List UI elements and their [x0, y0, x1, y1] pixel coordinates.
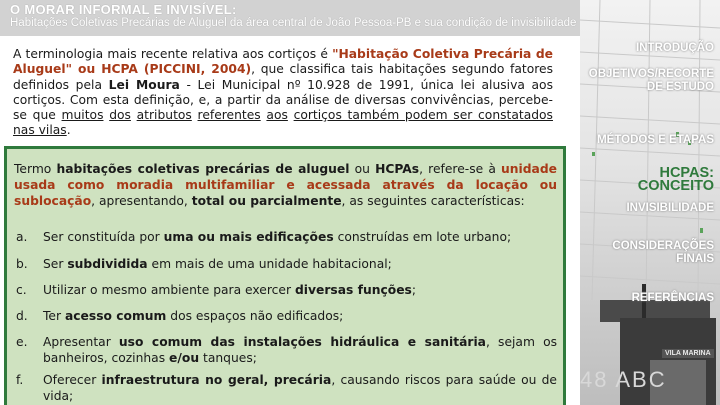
- list-item: [16, 334, 557, 366]
- page-subtitle: Habitações Coletivas Precárias de Aluguel da área central de João Pessoa-PB e sua condição de invisibilidade: [10, 17, 577, 29]
- hcpa-term: "Habitação Coletiva Precária de Aluguel" ou HCPA (PICCINI, 2004): [13, 47, 553, 77]
- nav-introducao[interactable]: INTRODUÇÃO: [636, 42, 714, 54]
- item-bold: acesso comum: [64, 309, 167, 323]
- def-text: , apresentando,: [91, 194, 192, 208]
- list-letter: a.: [16, 230, 28, 244]
- intro-underlined: muitos: [61, 108, 104, 123]
- def-bold: habitações coletivas precárias de aluguel: [56, 162, 350, 176]
- page-title: O MORAR INFORMAL E INVISÍVEL:: [10, 2, 237, 17]
- item-text: ;: [411, 283, 417, 297]
- list-letter: d.: [16, 309, 28, 323]
- intro-text: A terminologia mais recente relativa aos cortiços é: [13, 47, 333, 61]
- item-text: tanques;: [199, 351, 257, 365]
- nav-consideracoes[interactable]: CONSIDERAÇÕES FINAIS: [612, 240, 714, 265]
- wall-number: 48 ABC: [580, 367, 667, 392]
- street-sign: VILA MARINA: [662, 349, 714, 358]
- def-text: , as seguintes características:: [341, 194, 525, 208]
- list-letter: b.: [16, 257, 28, 271]
- item-text: Ter: [43, 309, 65, 323]
- item-bold: diversas funções: [294, 283, 412, 297]
- item-text: Apresentar: [43, 335, 119, 349]
- intro-underlined: atributos: [136, 108, 192, 123]
- item-bold: e/ou: [169, 351, 200, 365]
- list-item: [16, 282, 416, 298]
- definition-box: [4, 146, 566, 405]
- intro-text: .: [66, 123, 71, 138]
- nav-objetivos[interactable]: [589, 68, 714, 94]
- item-text: Ser constituída por: [43, 230, 164, 244]
- item-text: , sejam os banheiros, cozinhas: [43, 335, 558, 365]
- def-text: , refere-se à: [419, 162, 502, 176]
- intro-text: , que classifica tais habitações segundo fatores definidos pela: [13, 62, 553, 92]
- def-text: Termo: [14, 162, 57, 176]
- item-text: , causando riscos para saúde ou de vida;: [43, 373, 557, 403]
- intro-text: - Lei Municipal nº 10.928 de 1991, única lei alusiva aos cortiços. Com esta definição, e, a partir da análise de diversas convivências, percebe-se que: [13, 77, 553, 123]
- item-text: em mais de uma unidade habitacional;: [147, 257, 392, 271]
- intro-underlined: referentes: [197, 108, 261, 123]
- item-text: dos espaços não edificados;: [166, 309, 344, 323]
- definition-paragraph: [14, 161, 557, 209]
- item-bold: infraestrutura no geral, precária: [101, 373, 332, 387]
- nav-objetivos-line2: DE ESTUDO: [646, 81, 714, 93]
- item-bold: subdividida: [67, 257, 148, 271]
- item-text: Utilizar o mesmo ambiente para exercer: [43, 283, 295, 297]
- def-bold: HCPAs: [375, 162, 420, 176]
- list-item: [16, 308, 343, 324]
- nav-invisibilidade[interactable]: INVISIBILIDADE: [626, 202, 714, 214]
- item-bold: uma ou mais edificações: [163, 230, 334, 244]
- item-text: Ser: [43, 257, 68, 271]
- nav-hcpas-conceito[interactable]: HCPAS: CONCEITO: [637, 165, 714, 194]
- nav-referencias[interactable]: REFERÊNCIAS: [631, 292, 714, 304]
- list-letter: e.: [16, 335, 28, 349]
- list-letter: f.: [16, 373, 24, 387]
- header-bar: [0, 0, 580, 36]
- def-highlight: unidade usada como moradia multifamiliar e acessada através da locação ou sublocação: [14, 162, 557, 208]
- list-item: [16, 256, 392, 272]
- list-item: [16, 372, 557, 404]
- list-item: [16, 229, 511, 245]
- def-bold: total ou parcialmente: [191, 194, 342, 208]
- nav-panel: [580, 0, 720, 405]
- intro-underlined: dos: [109, 108, 131, 123]
- intro-paragraph: [13, 47, 553, 146]
- intro-underlined: aos: [266, 108, 288, 123]
- nav-metodos[interactable]: MÉTODOS E ETAPAS: [597, 134, 714, 146]
- list-letter: c.: [16, 283, 27, 297]
- item-bold: uso comum das instalações hidráulica e sanitária: [118, 335, 486, 349]
- item-text: construídas em lote urbano;: [333, 230, 512, 244]
- intro-underlined: cortiços também podem ser constatados nas vilas: [13, 108, 553, 138]
- def-text: ou: [349, 162, 376, 176]
- law-name: Lei Moura: [108, 77, 180, 92]
- nav-objetivos-line1: OBJETIVOS/RECORTE: [588, 68, 714, 80]
- item-text: Oferecer: [43, 373, 102, 387]
